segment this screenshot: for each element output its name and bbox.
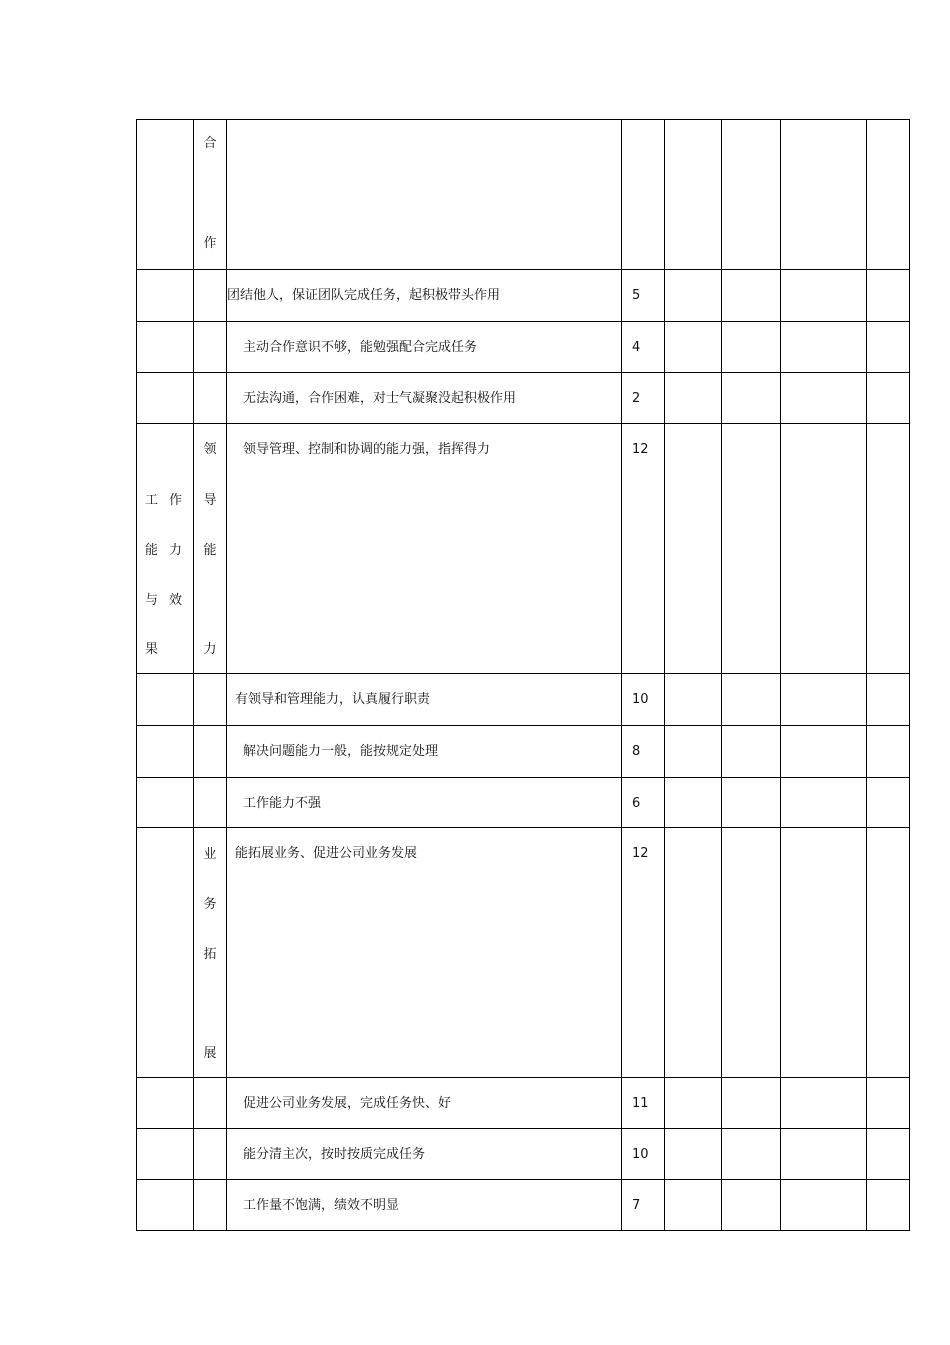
criterion-score: 11 [622,1078,665,1129]
criterion-score: 12 [622,828,665,1078]
criterion-score: 2 [622,373,665,424]
table-row [137,373,910,424]
criterion-desc: 无法沟通，合作困难，对士气凝聚没起积极作用 [227,373,622,424]
criterion-score: 12 [622,424,665,674]
criterion-desc: 解决问题能力一般，能按规定处理 [227,726,622,778]
criterion-score: 4 [622,322,665,373]
criterion-score: 8 [622,726,665,778]
criterion-score: 6 [622,778,665,828]
table-row [137,1129,910,1180]
criterion-desc: 主动合作意识不够，能勉强配合完成任务 [227,322,622,373]
criterion-score: 5 [622,270,665,322]
category-cooperation: 合 作 [194,120,227,270]
criterion-desc: 能分清主次，按时按质完成任务 [227,1129,622,1180]
table-row [137,828,910,1078]
table-row [137,1180,910,1231]
criterion-desc: 团结他人，保证团队完成任务，起积极带头作用 [227,270,622,322]
table-row [137,674,910,726]
table-row [137,322,910,373]
criterion-score: 10 [622,674,665,726]
table-row [137,120,910,270]
criterion-score: 7 [622,1180,665,1231]
table-row [137,424,910,674]
table-row [137,270,910,322]
category-work-ability: 工 作 能 力 与 效 果 [137,424,194,674]
category-business-expansion: 业 务 拓 展 [194,828,227,1078]
criterion-desc: 有领导和管理能力，认真履行职责 [227,674,622,726]
criterion-desc: 工作能力不强 [227,778,622,828]
category-leadership: 领 导 能 力 [194,424,227,674]
criterion-score: 10 [622,1129,665,1180]
table-row [137,726,910,778]
table-row [137,778,910,828]
criterion-desc: 促进公司业务发展，完成任务快、好 [227,1078,622,1129]
evaluation-table [136,119,910,1231]
criterion-desc: 工作量不饱满，绩效不明显 [227,1180,622,1231]
table-row [137,1078,910,1129]
criterion-desc: 领导管理、控制和协调的能力强，指挥得力 [227,424,622,674]
criterion-desc: 能拓展业务、促进公司业务发展 [227,828,622,1078]
